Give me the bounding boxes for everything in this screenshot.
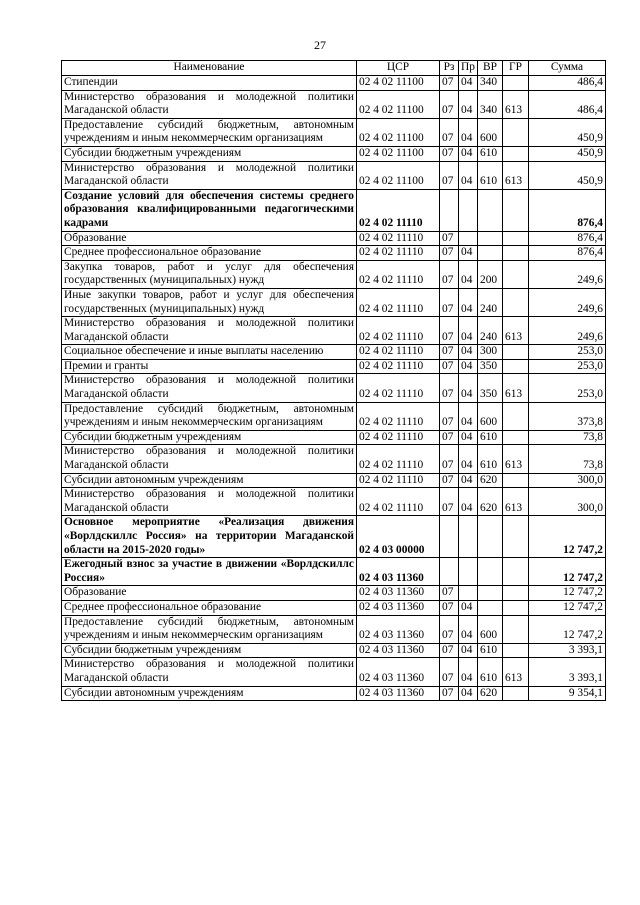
table-row <box>62 658 606 686</box>
header-csr: ЦСР <box>357 61 440 76</box>
cell-sum: 486,4 <box>529 90 606 118</box>
cell-gr <box>503 146 529 161</box>
cell-sum: 3 393,1 <box>529 658 606 686</box>
cell-name: Субсидии бюджетным учреждениям <box>62 146 357 161</box>
table-row <box>62 161 606 189</box>
cell-gr <box>503 345 529 360</box>
cell-vr <box>478 246 503 261</box>
cell-csr: 02 4 03 11360 <box>357 558 440 586</box>
cell-sum: 876,4 <box>529 189 606 231</box>
cell-rz: 07 <box>440 90 459 118</box>
cell-rz: 07 <box>440 260 459 288</box>
cell-vr: 610 <box>478 658 503 686</box>
cell-name: Министерство образования и молодежной политики Магаданской области <box>62 445 357 473</box>
cell-pr: 04 <box>459 445 478 473</box>
cell-gr <box>503 189 529 231</box>
cell-csr: 02 4 03 00000 <box>357 516 440 558</box>
cell-pr: 04 <box>459 359 478 374</box>
cell-vr <box>478 189 503 231</box>
cell-vr: 240 <box>478 288 503 316</box>
cell-vr: 610 <box>478 643 503 658</box>
table-row <box>62 317 606 345</box>
cell-gr: 613 <box>503 161 529 189</box>
cell-pr: 04 <box>459 146 478 161</box>
cell-csr: 02 4 02 11110 <box>357 246 440 261</box>
cell-gr <box>503 600 529 615</box>
cell-gr: 613 <box>503 658 529 686</box>
cell-pr: 04 <box>459 473 478 488</box>
cell-sum: 73,8 <box>529 445 606 473</box>
header-gr: ГР <box>503 61 529 76</box>
table-row <box>62 686 606 701</box>
cell-name: Стипендии <box>62 76 357 91</box>
table-row <box>62 288 606 316</box>
cell-rz: 07 <box>440 317 459 345</box>
cell-sum: 253,0 <box>529 345 606 360</box>
cell-csr: 02 4 03 11360 <box>357 643 440 658</box>
cell-vr: 340 <box>478 90 503 118</box>
cell-pr: 04 <box>459 615 478 643</box>
cell-vr: 620 <box>478 473 503 488</box>
cell-csr: 02 4 03 11360 <box>357 600 440 615</box>
cell-name: Субсидии автономным учреждениям <box>62 473 357 488</box>
cell-rz: 07 <box>440 161 459 189</box>
cell-name: Образование <box>62 231 357 246</box>
cell-vr <box>478 231 503 246</box>
cell-sum: 73,8 <box>529 430 606 445</box>
cell-sum: 12 747,2 <box>529 586 606 601</box>
cell-vr: 340 <box>478 76 503 91</box>
cell-rz: 07 <box>440 430 459 445</box>
cell-name: Субсидии автономным учреждениям <box>62 686 357 701</box>
cell-vr: 600 <box>478 402 503 430</box>
cell-sum: 249,6 <box>529 260 606 288</box>
cell-pr: 04 <box>459 246 478 261</box>
cell-csr: 02 4 02 11110 <box>357 345 440 360</box>
cell-rz: 07 <box>440 600 459 615</box>
cell-rz: 07 <box>440 288 459 316</box>
cell-rz: 07 <box>440 146 459 161</box>
cell-vr <box>478 600 503 615</box>
cell-name: Министерство образования и молодежной политики Магаданской области <box>62 488 357 516</box>
cell-pr: 04 <box>459 90 478 118</box>
table-row <box>62 374 606 402</box>
cell-pr: 04 <box>459 317 478 345</box>
cell-name: Премии и гранты <box>62 359 357 374</box>
cell-rz: 07 <box>440 359 459 374</box>
cell-gr: 613 <box>503 374 529 402</box>
cell-gr <box>503 643 529 658</box>
cell-rz: 07 <box>440 231 459 246</box>
cell-name: Ежегодный взнос за участие в движении «Ворлдскиллс Россия» <box>62 558 357 586</box>
cell-rz <box>440 516 459 558</box>
cell-pr: 04 <box>459 643 478 658</box>
cell-sum: 12 747,2 <box>529 558 606 586</box>
cell-pr: 04 <box>459 76 478 91</box>
table-row <box>62 516 606 558</box>
cell-sum: 450,9 <box>529 146 606 161</box>
cell-gr <box>503 615 529 643</box>
cell-sum: 876,4 <box>529 231 606 246</box>
cell-pr <box>459 231 478 246</box>
cell-pr: 04 <box>459 374 478 402</box>
cell-vr: 300 <box>478 345 503 360</box>
cell-rz: 07 <box>440 615 459 643</box>
table-row <box>62 586 606 601</box>
table-row <box>62 643 606 658</box>
table-row <box>62 600 606 615</box>
cell-pr: 04 <box>459 402 478 430</box>
cell-csr: 02 4 02 11110 <box>357 374 440 402</box>
header-rz: Рз <box>440 61 459 76</box>
cell-pr <box>459 189 478 231</box>
cell-gr <box>503 586 529 601</box>
table-row <box>62 260 606 288</box>
cell-vr: 610 <box>478 161 503 189</box>
cell-sum: 3 393,1 <box>529 643 606 658</box>
cell-csr: 02 4 02 11110 <box>357 488 440 516</box>
header-pr: Пр <box>459 61 478 76</box>
cell-pr <box>459 516 478 558</box>
cell-rz: 07 <box>440 345 459 360</box>
table-row <box>62 558 606 586</box>
cell-csr: 02 4 02 11100 <box>357 90 440 118</box>
cell-gr <box>503 516 529 558</box>
cell-sum: 486,4 <box>529 76 606 91</box>
cell-gr <box>503 260 529 288</box>
cell-pr: 04 <box>459 430 478 445</box>
cell-csr: 02 4 02 11110 <box>357 445 440 473</box>
cell-name: Предоставление субсидий бюджетным, автономным учреждениям и иным некоммерческим организациям <box>62 402 357 430</box>
cell-rz: 07 <box>440 445 459 473</box>
cell-vr: 610 <box>478 430 503 445</box>
cell-csr: 02 4 02 11110 <box>357 473 440 488</box>
table-row <box>62 231 606 246</box>
cell-pr: 04 <box>459 288 478 316</box>
cell-gr <box>503 359 529 374</box>
table-row <box>62 90 606 118</box>
cell-vr <box>478 558 503 586</box>
cell-gr <box>503 288 529 316</box>
cell-name: Создание условий для обеспечения системы среднего образования квалифицированными педагогическими кадрами <box>62 189 357 231</box>
cell-pr: 04 <box>459 686 478 701</box>
cell-vr <box>478 586 503 601</box>
cell-pr <box>459 586 478 601</box>
cell-name: Министерство образования и молодежной политики Магаданской области <box>62 658 357 686</box>
cell-rz <box>440 558 459 586</box>
cell-vr: 350 <box>478 359 503 374</box>
cell-gr <box>503 246 529 261</box>
cell-sum: 373,8 <box>529 402 606 430</box>
cell-name: Среднее профессиональное образование <box>62 600 357 615</box>
table-row <box>62 402 606 430</box>
cell-csr: 02 4 02 11100 <box>357 76 440 91</box>
cell-sum: 450,9 <box>529 118 606 146</box>
cell-csr: 02 4 02 11110 <box>357 430 440 445</box>
table-row <box>62 473 606 488</box>
cell-sum: 249,6 <box>529 288 606 316</box>
cell-name: Министерство образования и молодежной политики Магаданской области <box>62 90 357 118</box>
page-number: 27 <box>314 38 326 52</box>
cell-sum: 300,0 <box>529 473 606 488</box>
table-row <box>62 146 606 161</box>
cell-csr: 02 4 02 11110 <box>357 231 440 246</box>
cell-rz: 07 <box>440 473 459 488</box>
cell-name: Иные закупки товаров, работ и услуг для обеспечения государственных (муниципальных) нужд <box>62 288 357 316</box>
table-row <box>62 118 606 146</box>
cell-vr: 600 <box>478 118 503 146</box>
cell-vr: 600 <box>478 615 503 643</box>
cell-vr: 620 <box>478 488 503 516</box>
cell-name: Субсидии бюджетным учреждениям <box>62 643 357 658</box>
cell-sum: 253,0 <box>529 374 606 402</box>
header-name: Наименование <box>62 61 357 76</box>
cell-sum: 253,0 <box>529 359 606 374</box>
cell-name: Образование <box>62 586 357 601</box>
cell-gr <box>503 686 529 701</box>
cell-rz: 07 <box>440 374 459 402</box>
cell-name: Среднее профессиональное образование <box>62 246 357 261</box>
cell-gr: 613 <box>503 90 529 118</box>
table-row <box>62 488 606 516</box>
cell-gr <box>503 473 529 488</box>
cell-rz: 07 <box>440 76 459 91</box>
cell-pr: 04 <box>459 658 478 686</box>
cell-name: Закупка товаров, работ и услуг для обеспечения государственных (муниципальных) нужд <box>62 260 357 288</box>
table-row <box>62 445 606 473</box>
cell-rz: 07 <box>440 246 459 261</box>
cell-name: Субсидии бюджетным учреждениям <box>62 430 357 445</box>
cell-csr: 02 4 03 11360 <box>357 686 440 701</box>
table-row <box>62 430 606 445</box>
header-sum: Сумма <box>529 61 606 76</box>
cell-csr: 02 4 02 11110 <box>357 260 440 288</box>
cell-csr: 02 4 02 11100 <box>357 118 440 146</box>
cell-csr: 02 4 02 11110 <box>357 288 440 316</box>
cell-csr: 02 4 02 11110 <box>357 402 440 430</box>
cell-vr <box>478 516 503 558</box>
cell-vr: 350 <box>478 374 503 402</box>
cell-gr: 613 <box>503 445 529 473</box>
cell-name: Предоставление субсидий бюджетным, автономным учреждениям и иным некоммерческим организациям <box>62 615 357 643</box>
table-row <box>62 246 606 261</box>
cell-pr: 04 <box>459 345 478 360</box>
cell-pr: 04 <box>459 118 478 146</box>
cell-gr <box>503 402 529 430</box>
cell-vr: 610 <box>478 445 503 473</box>
cell-sum: 450,9 <box>529 161 606 189</box>
cell-csr: 02 4 03 11360 <box>357 586 440 601</box>
cell-gr <box>503 558 529 586</box>
cell-csr: 02 4 02 11100 <box>357 146 440 161</box>
table-row <box>62 189 606 231</box>
cell-name: Министерство образования и молодежной политики Магаданской области <box>62 161 357 189</box>
cell-gr <box>503 76 529 91</box>
table-row <box>62 345 606 360</box>
cell-vr: 620 <box>478 686 503 701</box>
cell-gr <box>503 430 529 445</box>
cell-sum: 9 354,1 <box>529 686 606 701</box>
cell-name: Предоставление субсидий бюджетным, автономным учреждениям и иным некоммерческим организациям <box>62 118 357 146</box>
header-vr: ВР <box>478 61 503 76</box>
cell-rz: 07 <box>440 658 459 686</box>
cell-pr: 04 <box>459 488 478 516</box>
cell-pr <box>459 558 478 586</box>
cell-pr: 04 <box>459 260 478 288</box>
cell-sum: 12 747,2 <box>529 516 606 558</box>
cell-gr <box>503 231 529 246</box>
cell-sum: 12 747,2 <box>529 600 606 615</box>
cell-csr: 02 4 02 11110 <box>357 189 440 231</box>
cell-sum: 12 747,2 <box>529 615 606 643</box>
cell-pr: 04 <box>459 600 478 615</box>
table-row <box>62 359 606 374</box>
cell-csr: 02 4 02 11110 <box>357 317 440 345</box>
cell-sum: 249,6 <box>529 317 606 345</box>
cell-rz: 07 <box>440 118 459 146</box>
cell-csr: 02 4 02 11110 <box>357 359 440 374</box>
cell-sum: 876,4 <box>529 246 606 261</box>
cell-vr: 240 <box>478 317 503 345</box>
cell-gr <box>503 118 529 146</box>
budget-table <box>61 60 606 701</box>
cell-rz: 07 <box>440 586 459 601</box>
cell-gr: 613 <box>503 488 529 516</box>
table-header-row <box>62 61 606 76</box>
cell-rz: 07 <box>440 686 459 701</box>
cell-vr: 200 <box>478 260 503 288</box>
cell-sum: 300,0 <box>529 488 606 516</box>
cell-name: Министерство образования и молодежной политики Магаданской области <box>62 317 357 345</box>
cell-gr: 613 <box>503 317 529 345</box>
cell-csr: 02 4 03 11360 <box>357 658 440 686</box>
cell-csr: 02 4 03 11360 <box>357 615 440 643</box>
table-row <box>62 615 606 643</box>
cell-rz <box>440 189 459 231</box>
cell-vr: 610 <box>478 146 503 161</box>
cell-name: Министерство образования и молодежной политики Магаданской области <box>62 374 357 402</box>
cell-name: Основное мероприятие «Реализация движения «Ворлдскиллс Россия» на территории Магаданской области на 2015-2020 годы» <box>62 516 357 558</box>
cell-name: Социальное обеспечение и иные выплаты населению <box>62 345 357 360</box>
table-body <box>62 76 606 701</box>
table-row <box>62 76 606 91</box>
cell-rz: 07 <box>440 402 459 430</box>
cell-rz: 07 <box>440 643 459 658</box>
cell-csr: 02 4 02 11100 <box>357 161 440 189</box>
cell-rz: 07 <box>440 488 459 516</box>
cell-pr: 04 <box>459 161 478 189</box>
